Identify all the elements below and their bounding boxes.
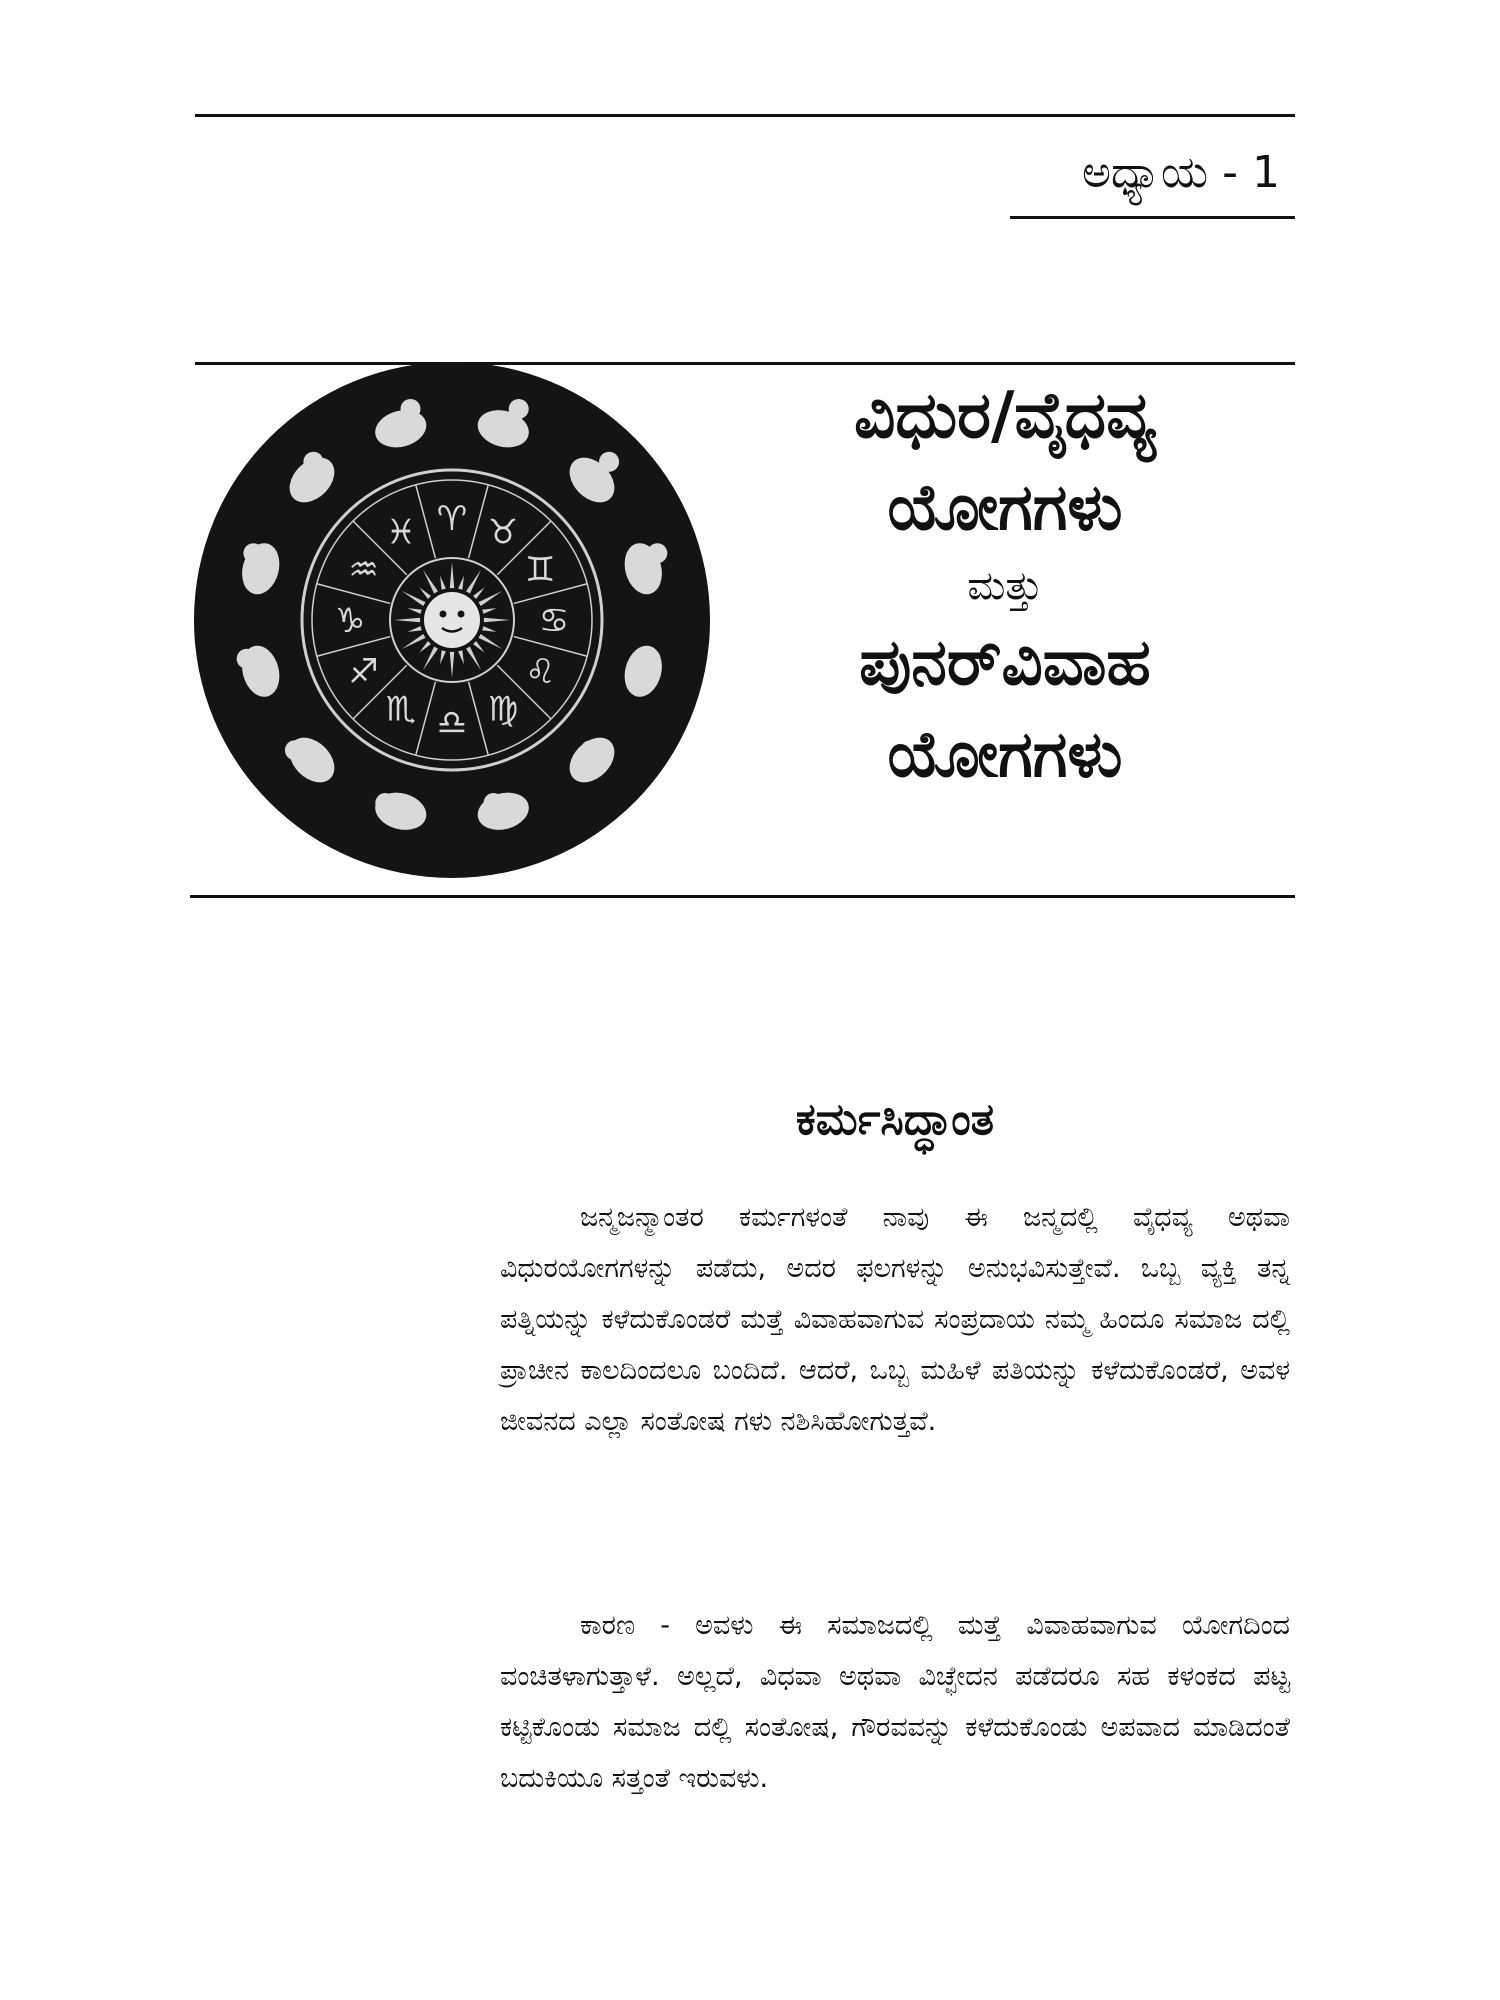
title-line-3: ಮತ್ತು [967, 563, 1043, 610]
zodiac-glyph: ♏ [385, 689, 417, 730]
chapter-underline [1010, 216, 1295, 219]
section-heading: ಕರ್ಮಸಿದ್ಧಾಂತ [795, 1094, 995, 1145]
zodiac-glyph: ♋ [538, 601, 570, 641]
zodiac-glyph: ♑ [334, 601, 366, 641]
zodiac-glyph: ♉ [487, 512, 519, 553]
title-bottom-rule [190, 895, 1295, 898]
zodiac-wheel-image [192, 360, 712, 880]
zodiac-glyph: ♈ [436, 499, 468, 539]
zodiac-glyph: ♍ [487, 689, 519, 730]
zodiac-glyph: ♎ [436, 703, 468, 743]
paragraph-2: ಕಾರಣ - ಅವಳು ಈ ಸಮಾಜದಲ್ಲಿ ಮತ್ತೆ ವಿವಾಹವಾಗುವ ಯೋಗದಿಂದ ವಂಚಿತಳಾಗುತ್ತಾಳೆ. ಅಲ್ಲದೆ, ವಿಧವಾ ಅಥವಾ ವಿಚ್ಛೇದನ ಪಡೆದರೂ ಸಹ ಕಳಂಕದ ಪಟ್ಟ ಕಟ್ಟಿಕೊಂಡು ಸಮಾಜ ದಲ್ಲಿ ಸಂತೋಷ, ಗೌರವವನ್ನು ಕಳೆದುಕೊಂಡು ಅಪವಾದ ಮಾಡಿದಂತೆ ಬದುಕಿಯೂ ಸತ್ತಂತೆ ಇರುವಳು. [500, 1610, 1290, 1794]
zodiac-glyph: ♓ [385, 512, 417, 553]
top-rule [195, 114, 1295, 117]
zodiac-glyph: ♒ [348, 550, 379, 590]
zodiac-glyph: ♊ [525, 550, 556, 590]
chapter-title [720, 380, 1290, 810]
sun-face [424, 592, 480, 648]
zodiac-glyph: ♌ [525, 652, 556, 692]
sun-eye-right [458, 611, 465, 618]
title-line-1: ವಿಧುರ/ವೈಧವ್ಯ [854, 379, 1156, 453]
title-line-4: ಪುನರ್‌ವಿವಾಹ [859, 626, 1151, 701]
zodiac-glyph: ♐ [348, 652, 379, 692]
paragraph-1: ಜನ್ಮಜನ್ಮಾಂತರ ಕರ್ಮಗಳಂತೆ ನಾವು ಈ ಜನ್ಮದಲ್ಲಿ ವೈಧವ್ಯ ಅಥವಾ ವಿಧುರಯೋಗಗಳನ್ನು ಪಡೆದು, ಅದರ ಫಲಗಳನ್ನು ಅನುಭವಿಸುತ್ತೇವೆ. ಒಬ್ಬ ವ್ಯಕ್ತಿ ತನ್ನ ಪತ್ನಿಯನ್ನು ಕಳೆದುಕೊಂಡರೆ ಮತ್ತೆ ವಿವಾಹವಾಗುವ ಸಂಪ್ರದಾಯ ನಮ್ಮ ಹಿಂದೂ ಸಮಾಜ ದಲ್ಲಿ ಪ್ರಾಚೀನ ಕಾಲದಿಂದಲೂ ಬಂದಿದೆ. ಆದರೆ, ಒಬ್ಬ ಮಹಿಳೆ ಪತಿಯನ್ನು ಕಳೆದುಕೊಂಡರೆ, ಅವಳ ಜೀವನದ ಎಲ್ಲಾ ಸಂತೋಷ ಗಳು ನಶಿಸಿಹೋಗುತ್ತವೆ. [500, 1202, 1290, 1437]
title-line-2: ಯೋಗಗಳು [887, 470, 1123, 545]
chapter-label: ಅಧ್ಯಾಯ - 1 [1082, 147, 1280, 198]
sun-eye-left [440, 611, 447, 618]
title-line-5: ಯೋಗಗಳು [887, 717, 1123, 792]
